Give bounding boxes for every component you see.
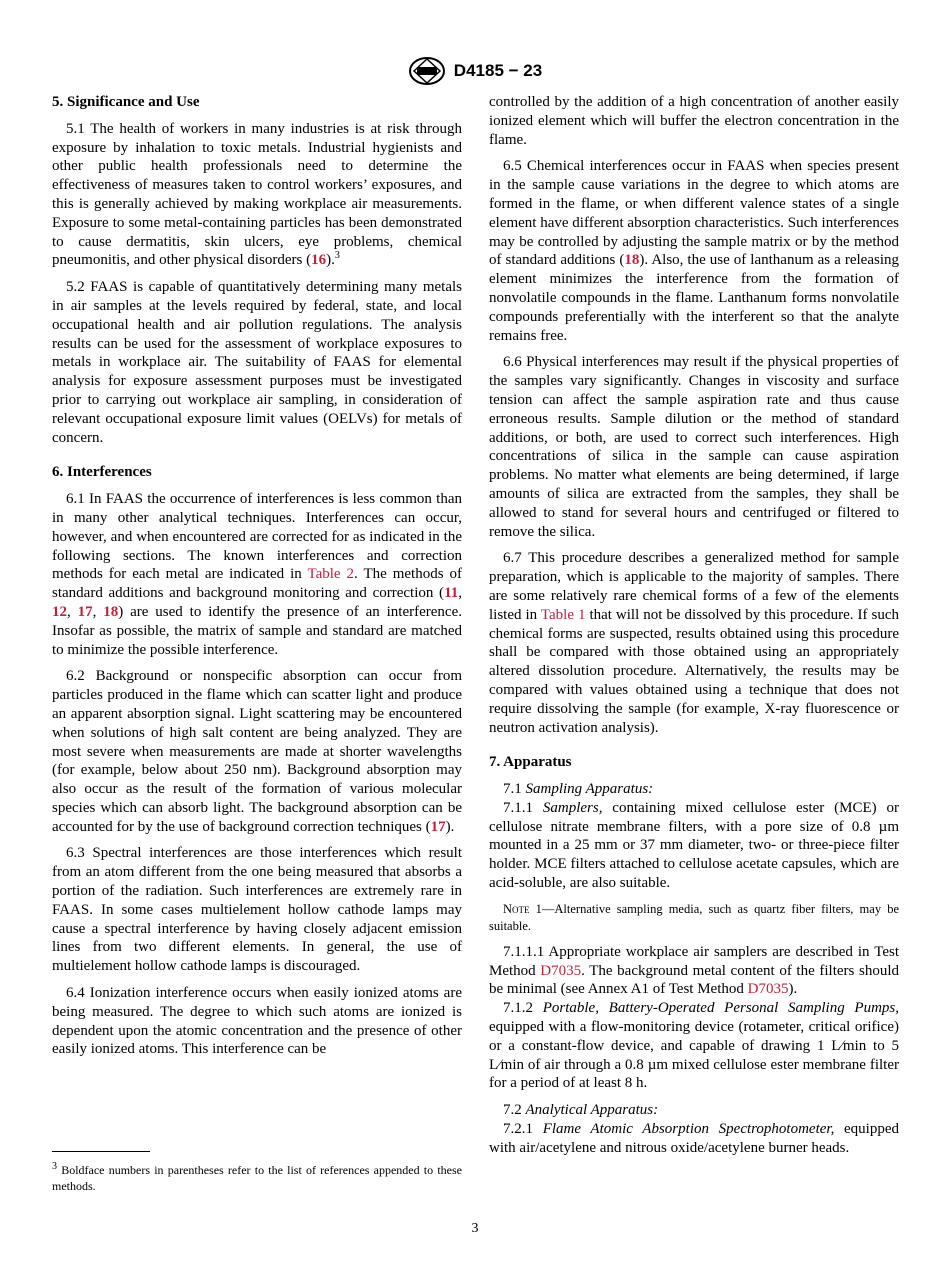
paragraph-5-2: 5.2 FAAS is capable of quantitatively determining many metals in air samples at the levels required by federal, state, and local occupational health and air pollution regulations. The analysis results can be used for the assessment of workplace exposures to metals in workplace air. The suitability of FAAS for elemental analysis for exposure assessment purposes must be investigated prior to carrying out workplace air sampling, in consideration of relevant occupational exposure limit values (OELVs) for metals of concern. [52,279,462,446]
left-column [52,93,462,1067]
page-number: 3 [471,1221,479,1236]
paragraph-7-1-1: 7.1.1 Samplers, containing mixed cellulose ester (MCE) or cellulose nitrate membrane filters, with a pore size of 0.8 µm mounted in a 25 mm or 37 mm diameter, two- or three-piece filter holder. MCE filters attached to cellulose acetate capsules, which are acid-soluble, are also suitable. [489,799,899,892]
document-code: D4185 − 23 [453,61,543,80]
paragraph-5-1: 5.1 The health of workers in many industries is at risk through exposure by inhalation to toxic metals. Industrial hygienists and other public health professionals need to determine the effectiveness of measures taken to control workers’ exposures, and this is generally achieved by making workplace air measurements. Exposure to some metal-containing particles has been demonstrated to cause dermatitis, skin ulcers, eye problems, chemical pneumonitis, and other physical disorders (16).$^3$ [52,120,462,269]
footnote-3: $^3$ Boldface numbers in parentheses refer to the list of references appended to these methods. [52,1161,462,1193]
right-column [489,93,899,1166]
reference-link[interactable]: 16 [311,252,327,269]
table-2-link[interactable]: Table 2 [307,566,355,583]
paragraph-7-1: 7.1 Sampling Apparatus: [503,781,654,798]
reference-link[interactable]: 18 [103,603,119,620]
section-5-heading: 5. Significance and Use [52,94,200,110]
table-1-link[interactable]: Table 1 [540,606,586,623]
paragraph-6-3: 6.3 Spectral interferences are those interferences which result from an atom different from the one being measured that absorbs a portion of the radiation. Such interferences are extremely rare in FAAS. In some cases multielement hollow cathode lamps may cause a spectral interference by having closely adjacent emission lines from two different elements. In general, the use of multielement hollow cathode lamps is discouraged. [52,845,462,975]
reference-link[interactable]: 11 [444,585,459,602]
paragraph-6-1: 6.1 In FAAS the occurrence of interferences is less common than in many other analytical techniques. Interferences can occur, however, and when encountered are corrected for as indicated in the following sections. The known interferences and correction methods for each metal are indicated in Table 2. The methods of standard additions and background monitoring and correction (11, 12, 17, 18) are used to identify the presence of an interference. Insofar as possible, the matrix of sample and standard are matched to minimize the possible interference. [52,491,463,658]
paragraph-6-5: 6.5 Chemical interferences occur in FAAS when species present in the sample cause variations in the degree to which atoms are formed in the flame, or when different valence states of a single element have different absorption characteristics. Such interferences may be controlled by adjusting the sample matrix or by the method of standard additions (18). Also, the use of lanthanum as a releasing element minimizes the interference from the formation of nonvolatile compounds in the flame. Lanthanum forms nonvolatile compounds preferentially with the interferent so that the analyte remains free. [489,158,899,344]
d7035-link[interactable]: D7035 [747,981,789,998]
paragraph-7-2-1: 7.2.1 Flame Atomic Absorption Spectrophotometer, equipped with air/acetylene and nitrous oxide/acetylene burner heads. [489,1121,900,1156]
paragraph-7-2: 7.2 Analytical Apparatus: [503,1102,659,1119]
section-6-heading: 6. Interferences [52,464,152,481]
paragraph-6-6: 6.6 Physical interferences may result if the physical properties of the samples vary significantly. Changes in viscosity and surface tension can affect the sample aspiration rate and thus cause erroneous results. Sample dilution or the method of standard additions, or both, are used to correct such interferences. High concentrations of silica in the sample can cause aspiration problems. No matter what elements are being determined, if large amounts of silica are extracted from the samples, they shall be allowed to stand for several hours and centrifuged or filtered to remove the silica. [489,354,899,540]
reference-link[interactable]: 17 [430,818,446,835]
paragraph-7-1-2: 7.1.2 Portable, Battery-Operated Personal Sampling Pumps, equipped with a flow-monitoring device (rotameter, critical orifice) or a constant-flow device, and capable of drawing 1 L⁄min to 5 L⁄min of air through a 0.8 µm mixed cellulose ester membrane filter for a period of at least 8 h. [489,1000,899,1092]
paragraph-6-4-continued: controlled by the addition of a high concentration of another easily ionized element which will buffer the electron concentration in the flame. [489,94,899,148]
reference-link[interactable]: 17 [77,603,93,620]
reference-link[interactable]: 12 [52,603,67,620]
paragraph-6-2: 6.2 Background or nonspecific absorption can occur from particles produced in the flame which can scatter light and produce an apparent absorption signal. Light scattering may be encountered when solutions of high salt content are being analyzed. They are most severe when measurements are made at shorter wavelengths (for example, below about 250 nm). Background absorption may also occur as the result of the formation of various molecular species which can absorb light. The background absorption can be accounted for by the use of background correction techniques (17). [52,668,462,835]
footnote-marker[interactable]: 3 [334,250,340,262]
section-7-heading: 7. Apparatus [489,754,572,771]
paragraph-7-1-1-1: 7.1.1.1 Appropriate workplace air samplers are described in Test Method D7035. The background metal content of the filters should be minimal (see Annex A1 of Test Method D7035). [489,943,899,998]
reference-link[interactable]: 18 [624,252,640,269]
note-1: Note 1—Alternative sampling media, such as quartz fiber filters, may be suitable. [489,901,899,933]
page-header [0,56,950,86]
astm-logo-icon [408,56,446,86]
footnote-divider [52,1151,150,1152]
paragraph-6-4: 6.4 Ionization interference occurs when easily ionized atoms are being measured. The degree to which such atoms are ionized is dependent upon the atomic concentration and the presence of other easily ionized atoms. This interference can be [52,985,462,1058]
d7035-link[interactable]: D7035 [540,962,582,979]
paragraph-6-7: 6.7 This procedure describes a generalized method for sample preparation, which is applicable to the majority of samples. There are some relatively rare chemical forms of a few of the elements listed in Table 1 that will not be dissolved by this procedure. If such chemical forms are suspected, results obtained using this procedure shall be compared with those obtained using an appropriately altered dissolution procedure. Alternatively, the results may be compared with values obtained using a technique that does not require dissolving the sample (for example, X-ray fluorescence or neutron activation analysis). [489,550,899,736]
